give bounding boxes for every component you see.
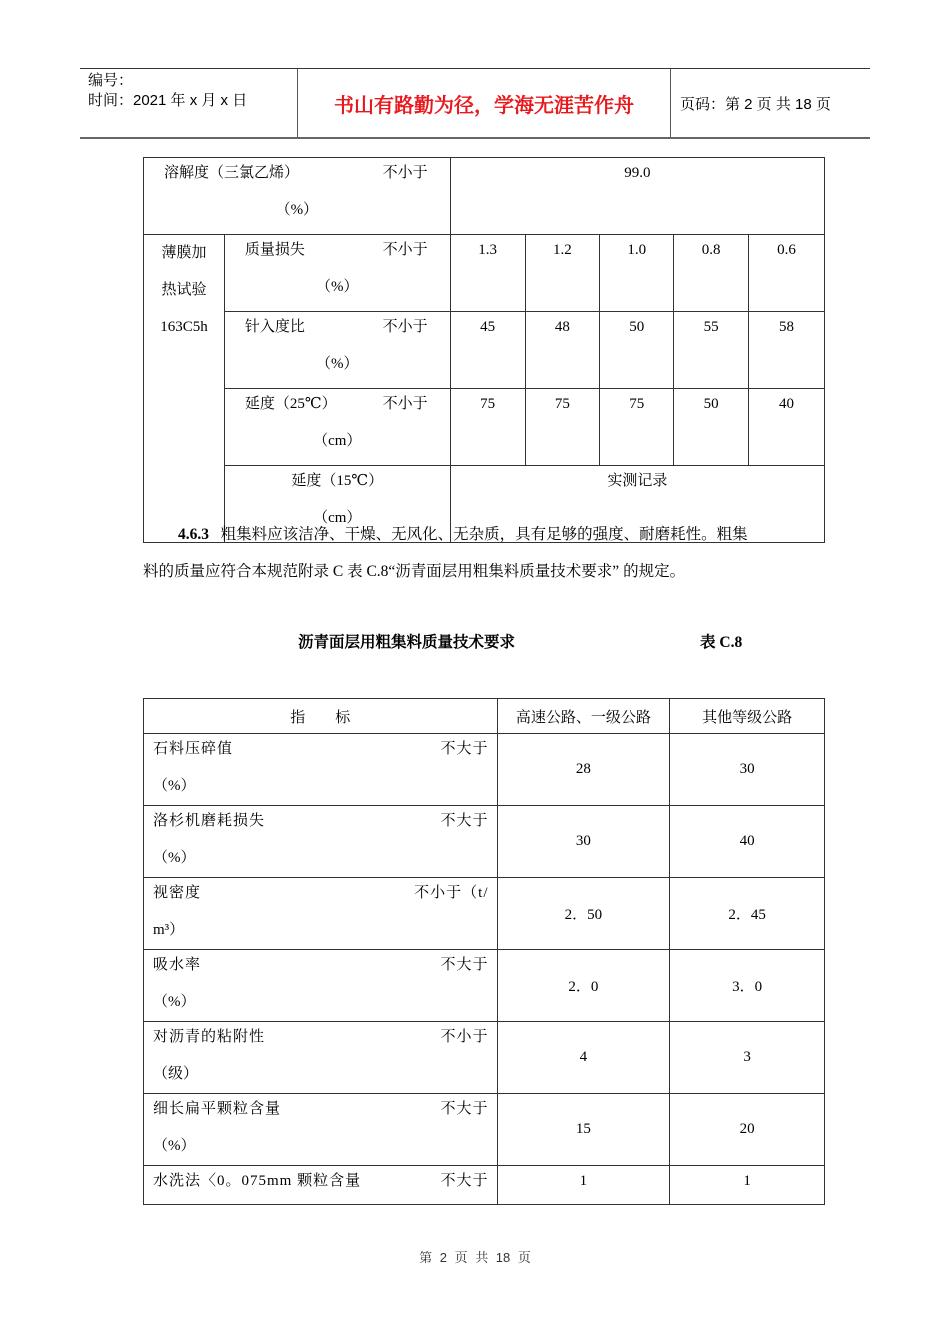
indicator-unit: （cm） [313, 510, 362, 526]
indicator-condition: 不小于 [440, 1029, 489, 1045]
table-cell-value: 2．50 [497, 878, 670, 950]
indicator-condition: 不大于 [440, 957, 489, 973]
table-cell-value: 0.6 [749, 235, 825, 312]
table-cell-value: 1.3 [450, 235, 525, 312]
indicator-condition: 不小于 [382, 396, 428, 412]
table-cell-value: 1.0 [600, 235, 674, 312]
table-cell-value: 75 [450, 389, 525, 466]
column-header: 高速公路、一级公路 [497, 699, 670, 734]
document-date: 时间：2021 年 x 月 x 日 [88, 92, 248, 109]
table-cell-value: 48 [525, 312, 600, 389]
indicator-unit: （%） [153, 778, 196, 794]
table-cell-value: 15 [497, 1094, 670, 1166]
table-row [144, 950, 825, 1022]
table-row [144, 1094, 825, 1166]
table-number: 表 C.8 [700, 634, 743, 651]
table-row [144, 1022, 825, 1094]
indicator-unit: （%） [316, 356, 359, 372]
table-cell-value: 30 [497, 806, 670, 878]
asphalt-spec-table [143, 157, 825, 543]
table-row [144, 312, 825, 389]
indicator-name: 石料压碎值 [153, 741, 234, 757]
indicator-unit: （%） [153, 1138, 196, 1154]
table-cell-label [144, 158, 451, 235]
header-meta [80, 69, 298, 137]
table-cell-value: 75 [525, 389, 600, 466]
document-number-label: 编号： [88, 72, 134, 89]
indicator-unit: （cm） [313, 433, 362, 449]
page-footer: 第 2 页 共 18 页 [419, 1250, 531, 1265]
table-cell-label [144, 1022, 498, 1094]
page-header [80, 68, 870, 139]
test-group-label [144, 235, 225, 543]
indicator-condition: 不大于 [440, 1101, 489, 1117]
table-row [144, 1166, 825, 1205]
indicator-unit: m³） [153, 922, 185, 938]
indicator-condition: 不小于 [382, 319, 428, 335]
table-cell-value: 99.0 [450, 158, 824, 235]
header-motto: 书山有路勤为径，学海无涯苦作舟 [298, 69, 671, 137]
indicator-name: 细长扁平颗粒含量 [153, 1101, 282, 1117]
table-header-row [144, 699, 825, 734]
table-cell-label [144, 1094, 498, 1166]
table-cell-value: 40 [670, 806, 825, 878]
table-cell-label [144, 950, 498, 1022]
table-cell-value: 3 [670, 1022, 825, 1094]
table-cell-label [144, 806, 498, 878]
column-header: 指 标 [144, 699, 498, 734]
table-cell-value: 4 [497, 1022, 670, 1094]
table-cell-value: 20 [670, 1094, 825, 1166]
table-cell-value: 1 [497, 1166, 670, 1205]
indicator-unit: （%） [316, 279, 359, 295]
table-row [144, 158, 825, 235]
indicator-name: 质量损失 [244, 242, 305, 258]
table-cell-label [224, 312, 450, 389]
coarse-aggregate-table [143, 698, 825, 1205]
indicator-unit: （%） [153, 850, 196, 866]
indicator-name: 洛杉机磨耗损失 [153, 813, 266, 829]
table-cell-label [224, 389, 450, 466]
table-cell-value: 55 [674, 312, 749, 389]
table-cell-value: 2．0 [497, 950, 670, 1022]
table-cell-label [144, 734, 498, 806]
indicator-unit: （级） [153, 1066, 199, 1082]
table-title: 沥青面层用粗集料质量技术要求 [298, 634, 516, 651]
indicator-name: 延度（15℃） [291, 473, 384, 489]
table-row [144, 734, 825, 806]
indicator-unit: （%） [275, 202, 319, 218]
table-cell-value: 28 [497, 734, 670, 806]
group-line: 热试验 [161, 282, 207, 298]
indicator-condition: 不小于 [382, 165, 428, 181]
table-cell-value: 75 [600, 389, 674, 466]
table-cell-value: 0.8 [674, 235, 749, 312]
table-cell-value: 50 [600, 312, 674, 389]
table-cell-label [224, 235, 450, 312]
table-cell-value: 50 [674, 389, 749, 466]
indicator-name: 对沥青的粘附性 [153, 1029, 266, 1045]
indicator-name: 水洗法〈0。075mm 颗粒含量 [153, 1173, 362, 1189]
table-cell-value: 30 [670, 734, 825, 806]
table-cell-label [144, 1166, 498, 1205]
group-line: 薄膜加 [161, 245, 207, 261]
group-line: 163C5h [160, 319, 208, 335]
table-cell-value: 3．0 [670, 950, 825, 1022]
clause-text-line1: 粗集料应该洁净、干燥、无风化、无杂质，具有足够的强度、耐磨耗性。粗集 [220, 526, 748, 543]
table-row [144, 806, 825, 878]
table-cell-label [144, 878, 498, 950]
indicator-condition: 不大于 [440, 741, 489, 757]
indicator-condition: 不大于 [440, 1173, 489, 1189]
table-cell-value: 45 [450, 312, 525, 389]
table-cell-value: 40 [749, 389, 825, 466]
indicator-condition: 不小于（t/ [414, 885, 489, 901]
indicator-name: 溶解度（三氯乙烯） [164, 165, 300, 181]
indicator-name: 吸水率 [153, 957, 202, 973]
table-cell-value: 1.2 [525, 235, 600, 312]
indicator-name: 视密度 [153, 885, 202, 901]
indicator-condition: 不小于 [382, 242, 428, 258]
table-cell-value: 实测记录 [450, 466, 824, 543]
table-row [144, 389, 825, 466]
clause-number: 4.6.3 [178, 526, 209, 543]
clause-paragraph [143, 516, 833, 590]
indicator-name: 针入度比 [244, 319, 305, 335]
table-cell-value: 58 [749, 312, 825, 389]
table-cell-value: 1 [670, 1166, 825, 1205]
indicator-name: 延度（25℃） [244, 396, 337, 412]
clause-text-line2: 料的质量应符合本规范附录 C 表 C.8“沥青面层用粗集料质量技术要求” 的规定。 [143, 563, 686, 580]
table-cell-value: 2．45 [670, 878, 825, 950]
table-row [144, 878, 825, 950]
header-page-info: 页码：第 2 页 共 18 页 [680, 95, 831, 113]
indicator-condition: 不大于 [440, 813, 489, 829]
indicator-unit: （%） [153, 994, 196, 1010]
table-row [144, 235, 825, 312]
column-header: 其他等级公路 [670, 699, 825, 734]
